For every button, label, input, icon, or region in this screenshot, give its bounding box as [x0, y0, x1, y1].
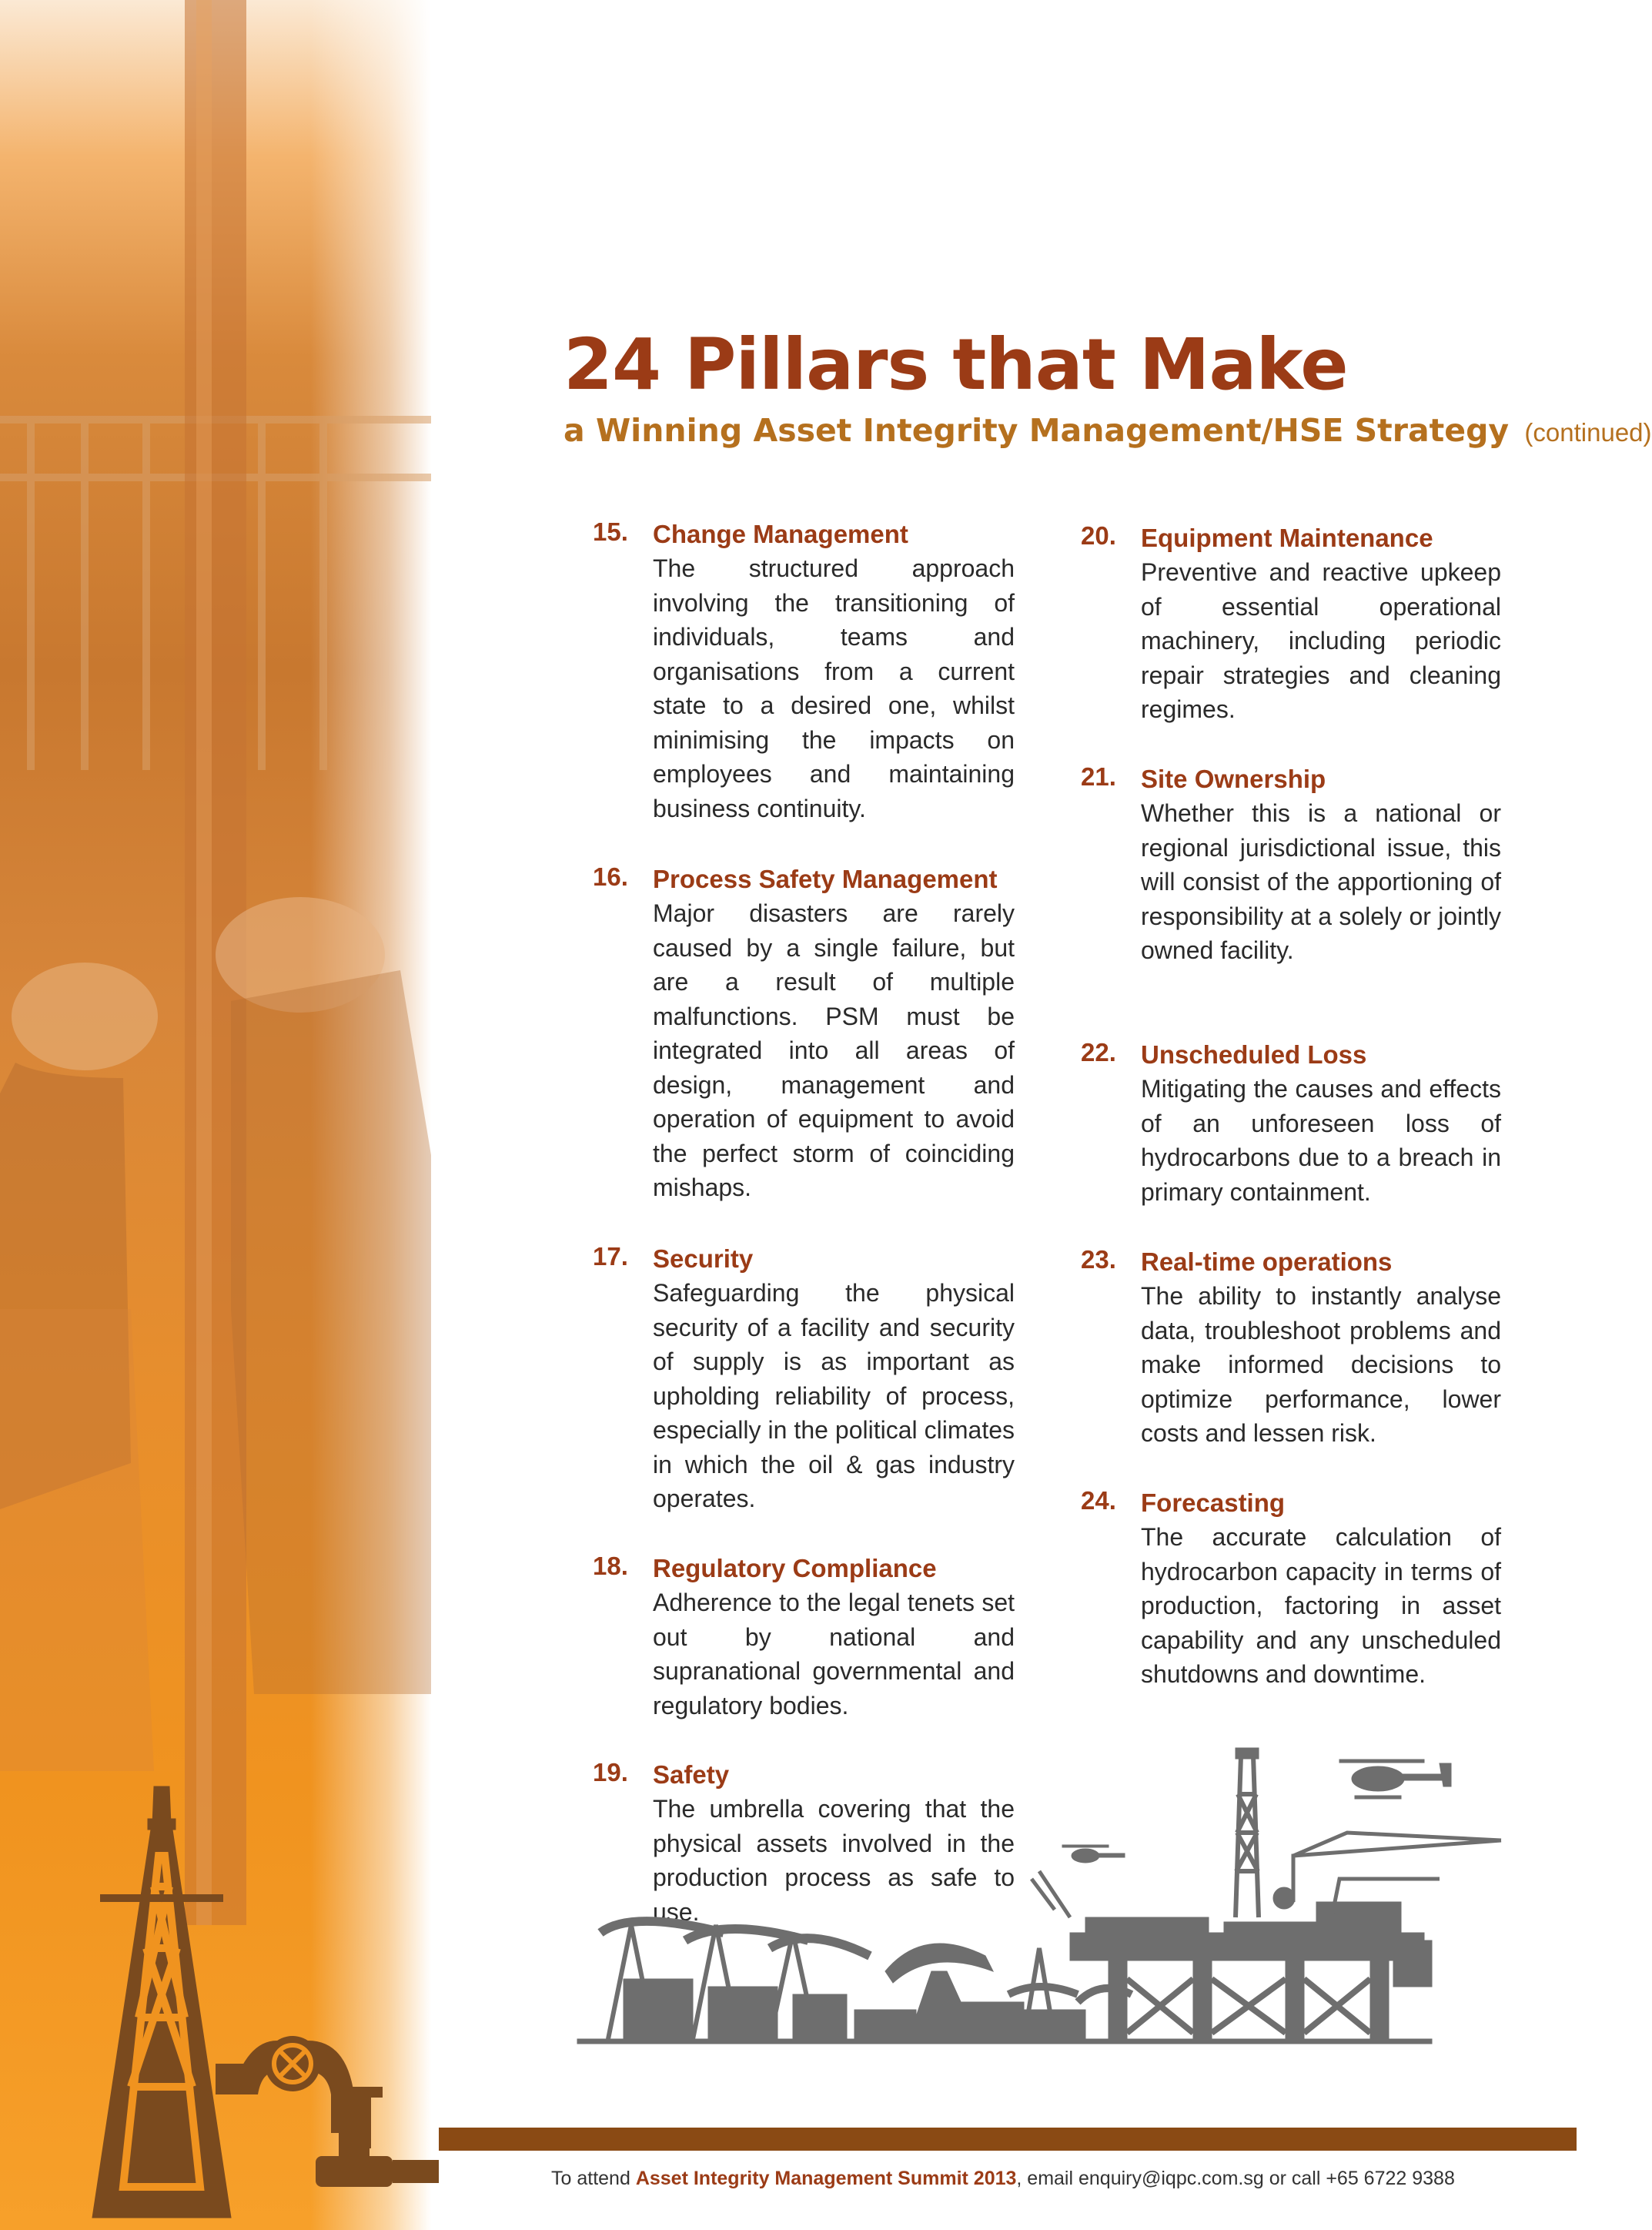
pillar-number: 20. — [1081, 521, 1116, 550]
pillar-number: 23. — [1081, 1245, 1116, 1274]
page-title: 24 Pillars that Make — [563, 323, 1348, 406]
oil-derrick-pipe-icon — [77, 1771, 439, 2230]
pillar-body: Major disasters are rarely caused by a single failure, but are a result of multiple malfunctions. PSM must be integrated into all areas of design, management and operation of equipment to avoid the perfect storm of coinciding mishaps. — [653, 899, 1015, 1201]
pillar-number: 17. — [593, 1242, 628, 1271]
pillar-heading: Safety — [653, 1760, 730, 1789]
pillar-heading: Real-time operations — [1141, 1247, 1393, 1276]
pillar-heading: Regulatory Compliance — [653, 1554, 937, 1582]
pillar-heading: Process Safety Management — [653, 865, 998, 893]
pillar-23 — [1081, 1245, 1501, 1451]
pillar-heading: Security — [653, 1244, 754, 1273]
pillar-heading: Site Ownership — [1141, 765, 1326, 793]
pillar-heading: Unscheduled Loss — [1141, 1040, 1367, 1069]
pillar-number: 24. — [1081, 1486, 1116, 1515]
footer-event-name: Asset Integrity Management Summit 2013 — [635, 2168, 1017, 2189]
left-photo-band — [0, 0, 431, 2230]
pillar-17 — [593, 1242, 1015, 1516]
pillar-18 — [593, 1552, 1015, 1723]
pillar-heading: Change Management — [653, 520, 908, 548]
pillar-number: 18. — [593, 1552, 628, 1580]
pillar-body: Mitigating the causes and effects of an unforeseen loss of hydrocarbons due to a breach in primary containment. — [1141, 1075, 1501, 1206]
page-subtitle — [563, 412, 1652, 449]
pillar-22 — [1081, 1038, 1501, 1209]
pillar-body: The accurate calculation of hydrocarbon capacity in terms of production, factoring in asset capability and any unscheduled shutdowns and downtime. — [1141, 1523, 1501, 1688]
pillar-16 — [593, 862, 1015, 1205]
pillar-body: The structured approach involving the transitioning of individuals, teams and organisations from a current state to a desired one, whilst minimising the impacts on employees and maintaining business continuity. — [653, 554, 1015, 822]
pillar-body: Preventive and reactive upkeep of essential operational machinery, including periodic repair strategies and cleaning regimes. — [1141, 558, 1501, 723]
pillar-number: 21. — [1081, 762, 1116, 791]
pillar-21 — [1081, 762, 1501, 968]
footer-bar — [439, 2128, 1577, 2151]
pillar-number: 19. — [593, 1758, 628, 1786]
pillar-heading: Equipment Maintenance — [1141, 524, 1433, 552]
pillar-number: 15. — [593, 517, 628, 546]
pillar-body: Adherence to the legal tenets set out by national and supranational governmental and regulatory bodies. — [653, 1589, 1015, 1719]
pillar-body: The ability to instantly analyse data, troubleshoot problems and make informed decisions to optimize performance, lower costs and lessen risk. — [1141, 1282, 1501, 1447]
pillar-number: 22. — [1081, 1038, 1116, 1066]
pillar-body: The umbrella covering that the physical assets involved in the production process as safe to use. — [653, 1795, 1015, 1926]
pillar-body: Safeguarding the physical security of a facility and security of supply is as important as upholding reliability of process, especially in the political climates in which the oil & gas industry operates. — [653, 1279, 1015, 1512]
footer-prefix: To attend — [551, 2168, 636, 2189]
pillar-24 — [1081, 1486, 1501, 1692]
continued-label: (continued) — [1524, 418, 1652, 447]
footer-contact-details: , email enquiry@iqpc.com.sg or call +65 6722 9388 — [1016, 2168, 1455, 2189]
pillar-20 — [1081, 521, 1501, 727]
pillar-number: 16. — [593, 862, 628, 891]
oil-industry-silhouette-illustration — [577, 1748, 1524, 2056]
pillar-15 — [593, 517, 1015, 825]
subtitle-text: a Winning Asset Integrity Management/HSE Strategy — [563, 412, 1510, 449]
footer-contact — [551, 2168, 1455, 2190]
pillar-body: Whether this is a national or regional jurisdictional issue, this will consist of the apportioning of responsibility at a solely or jointly owned facility. — [1141, 799, 1501, 964]
pillar-heading: Forecasting — [1141, 1488, 1286, 1517]
